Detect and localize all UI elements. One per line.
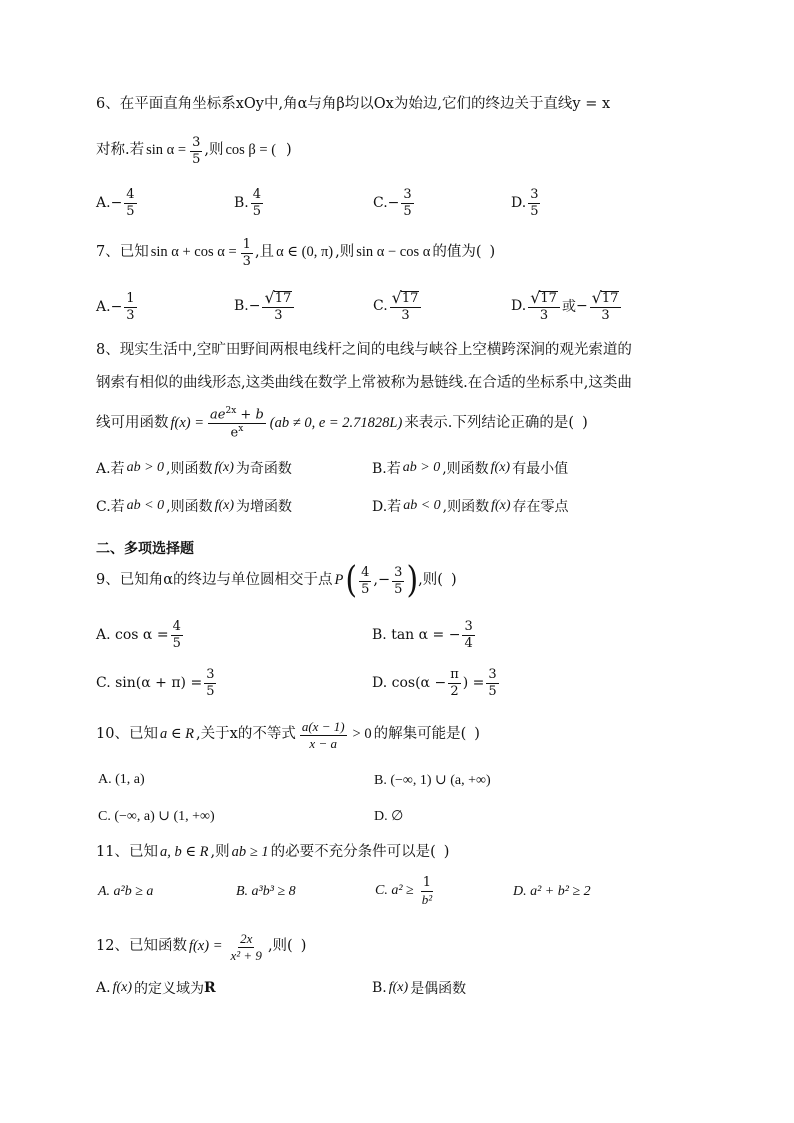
- q12-a-label: A.: [96, 980, 111, 996]
- q8-d-mid: ,则函数: [442, 499, 490, 515]
- q9-lparen: (: [345, 559, 358, 602]
- q6-d-label: D.: [511, 195, 527, 212]
- q6-line2-post: ,则: [204, 142, 224, 159]
- q12-b-label: B.: [372, 980, 387, 996]
- q8-line1-text: 8、现实生活中,空旷田野间两根电线杆之间的电线与峡谷上空横跨深涧的观光索道的: [96, 342, 632, 358]
- q6-option-c[interactable]: [373, 188, 416, 218]
- q11-option-a[interactable]: [96, 884, 155, 900]
- q10-post: 的解集可能是(: [373, 726, 467, 743]
- q8-line3-post: 来表示.下列结论正确的是(: [404, 414, 575, 431]
- q10-d-text: D. ∅: [374, 809, 404, 824]
- q11-c-pre: C. a² ≥: [375, 883, 414, 899]
- q6-d-den: 5: [530, 203, 539, 219]
- q9-rparen: ): [406, 559, 419, 602]
- q8-a-fx: f(x): [214, 460, 234, 475]
- q8-frac: [208, 407, 266, 440]
- q6-b-frac: [251, 188, 263, 218]
- q9-frac1: [359, 566, 371, 596]
- q7-c-num: 17: [401, 291, 419, 307]
- q6-a-label: A.: [96, 195, 111, 212]
- q8-option-a[interactable]: [96, 458, 292, 478]
- q8-a-cond: ab > 0: [126, 460, 165, 475]
- q6-b-label: B.: [234, 195, 249, 212]
- q6-line1-text: 6、在平面直角坐标系xOy中,角α与角β均以Ox为始边,它们的终边关于直线y = x: [96, 96, 611, 112]
- q10-a-text: A. (1, a): [98, 772, 145, 787]
- q12-den: x² + 9: [230, 947, 262, 963]
- q6-a-sign: −: [110, 195, 123, 212]
- q8-frac-num: [208, 407, 266, 424]
- q6-line2-pre: 对称.若: [96, 142, 145, 159]
- q9-d2: 5: [394, 581, 403, 597]
- q7-d-den1: 3: [539, 308, 549, 323]
- q8-d-pre: D.若: [372, 499, 402, 515]
- q7-frac: [241, 238, 253, 268]
- q6-stem-line2: [96, 136, 754, 166]
- q10-stem: [96, 720, 754, 750]
- q9-d-text: D. cos(α −: [372, 675, 447, 692]
- q8-cond: (ab ≠ 0, e = 2.71828L): [269, 414, 403, 431]
- q12-fx: f(x) =: [188, 938, 223, 955]
- q9-b-num: 3: [464, 619, 473, 634]
- q10-close: ): [474, 726, 480, 743]
- q8-c-end: 为增函数: [236, 499, 293, 515]
- q6-c-num: 3: [403, 187, 412, 202]
- q12-a-fx: f(x): [112, 980, 132, 995]
- q7-mid: ,且: [254, 244, 275, 261]
- q12-num: 2x: [240, 931, 253, 946]
- q7-c-frac: [390, 290, 422, 323]
- q10-num: a(x − 1): [301, 719, 345, 734]
- q8-b-cond: ab > 0: [402, 460, 441, 475]
- q9-pre: 9、已知角α的终边与单位圆相交于点: [96, 572, 333, 589]
- q12-a-R: R: [204, 980, 216, 996]
- q10-option-c[interactable]: [96, 808, 217, 825]
- q7-stem: [96, 238, 754, 268]
- q6-option-b[interactable]: [234, 188, 265, 218]
- q8-b-mid: ,则函数: [442, 461, 489, 477]
- q9-option-b[interactable]: [372, 620, 477, 650]
- q11-a-text: A. a²b ≥ a: [98, 884, 154, 899]
- q8-line2: [96, 375, 754, 392]
- q8-line2-text: 钢索有相似的曲线形态,这类曲线在数学上常被称为悬链线.在合适的坐标系中,这类曲: [96, 375, 632, 391]
- q7-d-den2: 3: [601, 308, 610, 323]
- q9-option-d[interactable]: [372, 668, 501, 698]
- q7-mid2: ,则: [335, 244, 355, 261]
- q6-c-sign: −: [387, 195, 400, 212]
- q11-option-c[interactable]: [373, 876, 438, 906]
- q10-pre: 10、已知: [96, 726, 158, 743]
- q8-fx: f(x) =: [170, 414, 205, 431]
- q9-d-num: 3: [488, 667, 497, 682]
- q9-d-pi-frac: [448, 668, 461, 698]
- q12-b-text: 是偶函数: [410, 981, 467, 997]
- q8-b-fx: f(x): [490, 460, 511, 475]
- q7-pre: 7、已知: [96, 244, 149, 261]
- q9-c-den: 5: [206, 683, 215, 699]
- q9-c-text: C. sin(α + π) =: [96, 675, 203, 692]
- q6-frac-den: 5: [192, 151, 201, 167]
- q7-b-sqrt: √ 17: [262, 290, 294, 308]
- q9-n2: 3: [394, 565, 403, 580]
- q12-option-a[interactable]: [96, 978, 216, 998]
- q7-b-den: 3: [274, 308, 283, 323]
- q8-line1: [96, 342, 754, 359]
- q8-a-end: 为奇函数: [235, 461, 292, 477]
- q8-line3-pre: 线可用函数: [96, 414, 169, 431]
- q8-frac-den: [229, 424, 246, 440]
- q11-ab: ab ≥ 1: [231, 844, 269, 860]
- q9-frac2: [392, 566, 404, 596]
- q6-option-d[interactable]: [511, 188, 542, 218]
- q9-post: ,则(: [418, 572, 443, 589]
- q9-a-text: A. cos α =: [96, 627, 169, 644]
- q12-a-text: 的定义域为: [134, 981, 204, 997]
- q11-b-text: B. a³b³ ≥ 8: [236, 884, 296, 899]
- q9-option-c[interactable]: [96, 668, 218, 698]
- q8-option-b[interactable]: [372, 458, 568, 478]
- q8-c-fx: f(x): [214, 498, 235, 513]
- q12-frac: [226, 932, 265, 962]
- q8-den-sup: x: [238, 423, 244, 434]
- q6-fraction: [190, 136, 202, 166]
- q6-c-den: 5: [403, 203, 412, 219]
- section-heading: 二、多项选择题: [96, 541, 194, 557]
- q7-option-a[interactable]: [96, 292, 139, 322]
- q9-b-text: B. tan α = −: [372, 627, 461, 644]
- q8-c-mid: ,则函数: [166, 499, 213, 515]
- q8-a-mid: ,则函数: [166, 461, 213, 477]
- q12-stem: [96, 932, 754, 962]
- q10-b-text: B. (−∞, 1) ∪ (a, +∞): [374, 773, 491, 788]
- q8-d-end: 存在零点: [512, 499, 569, 515]
- q6-close-paren: ): [286, 142, 292, 159]
- q6-a-num: 4: [126, 187, 135, 202]
- q6-b-num: 4: [252, 187, 262, 202]
- q12-pre: 12、已知函数: [96, 938, 187, 955]
- q7-b-sign: −: [248, 298, 261, 315]
- q6-option-a[interactable]: [96, 188, 139, 218]
- q7-d-num1: 17: [540, 291, 557, 307]
- q11-c-frac: [418, 876, 436, 906]
- q10-cond: a ∈ R: [159, 726, 195, 743]
- q6-a-den: 5: [126, 203, 135, 219]
- q10-gt: > 0: [352, 726, 372, 743]
- q7-c-den: 3: [401, 308, 410, 323]
- q6-b-den: 5: [252, 203, 262, 219]
- q6-cos-expr: cos β = (: [225, 142, 277, 159]
- q11-pre: 11、已知: [96, 844, 158, 860]
- q9-d-frac: [486, 668, 498, 698]
- q11-option-d[interactable]: [511, 884, 593, 900]
- q7-d-frac1: [528, 290, 560, 323]
- q12-option-b[interactable]: [372, 978, 466, 998]
- q7-a-sign: −: [110, 299, 123, 316]
- q9-d1: 5: [361, 581, 370, 597]
- q7-close: ): [489, 244, 496, 261]
- q8-d-fx: f(x): [491, 498, 511, 513]
- q9-stem: [96, 559, 754, 602]
- q8-b-pre: B.若: [372, 461, 401, 477]
- q7-d-sqrt1: √ 17: [528, 290, 560, 308]
- q6-sin-expr: sin α =: [146, 142, 187, 159]
- q6-c-frac: [401, 188, 413, 218]
- q9-d-den: 5: [488, 683, 497, 699]
- q8-d-cond: ab < 0: [403, 498, 441, 513]
- q7-a-frac: [124, 292, 136, 322]
- q10-den: x − a: [309, 735, 337, 751]
- q9-c-frac: [204, 668, 216, 698]
- q8-num-sup: 2x: [225, 406, 237, 416]
- q10-option-a[interactable]: [96, 772, 147, 788]
- q9-c-num: 3: [206, 667, 215, 682]
- q11-stem: [96, 844, 754, 861]
- q9-b-frac: [462, 620, 474, 650]
- q8-c-pre: C.若: [96, 499, 125, 515]
- q6-d-num: 3: [530, 187, 539, 202]
- q8-line3: [96, 407, 754, 440]
- q9-a-frac: [171, 620, 183, 650]
- q11-post: 的必要不充分条件可以是(: [270, 844, 436, 860]
- q10-c-text: C. (−∞, a) ∪ (1, +∞): [98, 809, 215, 824]
- q11-c-den: b²: [421, 891, 433, 907]
- q8-close: ): [582, 414, 588, 431]
- q7-frac-den: 3: [242, 253, 251, 269]
- q8-option-d[interactable]: [372, 496, 569, 516]
- q7-d-or: 或: [561, 299, 576, 316]
- q9-close: ): [450, 572, 457, 589]
- q8-b-end: 有最小值: [512, 461, 569, 477]
- q7-b-label: B.: [234, 298, 249, 315]
- q7-c-label: C.: [373, 298, 388, 315]
- q12-post: ,则(: [267, 938, 293, 955]
- q11-option-b[interactable]: [234, 884, 298, 900]
- q7-d-label: D.: [511, 298, 527, 315]
- q10-frac: [298, 720, 349, 750]
- q7-cond: α ∈ (0, π): [276, 244, 334, 261]
- q9-point: P: [334, 572, 344, 589]
- q6-frac-num: 3: [192, 135, 201, 150]
- q9-n1: 4: [361, 565, 370, 580]
- q6-stem-line1: [96, 96, 754, 113]
- q12-b-fx: f(x): [388, 980, 409, 995]
- q7-a-label: A.: [96, 299, 111, 316]
- q8-den-e: e: [230, 425, 239, 441]
- q11-cond: a, b ∈ R: [159, 844, 209, 860]
- q8-c-cond: ab < 0: [126, 498, 165, 513]
- q7-b-num: 17: [274, 291, 292, 307]
- q10-option-d[interactable]: [372, 808, 405, 825]
- q7-b-frac: [262, 290, 294, 323]
- q7-d-sign2: −: [575, 298, 588, 315]
- q7-expr: sin α + cos α =: [150, 244, 237, 261]
- q7-a-den: 3: [126, 307, 135, 323]
- q8-option-c[interactable]: [96, 496, 292, 516]
- q7-frac-num: 1: [242, 237, 251, 252]
- q8-a-pre: A.若: [96, 461, 125, 477]
- q7-option-c[interactable]: [373, 290, 423, 323]
- q9-comma: ,−: [373, 572, 391, 589]
- q11-c-num: 1: [422, 875, 432, 890]
- q7-option-b[interactable]: [234, 290, 296, 323]
- q7-c-sqrt: √ 17: [390, 290, 422, 308]
- q11-mid: ,则: [210, 844, 230, 860]
- q7-option-d[interactable]: [511, 290, 623, 323]
- q6-a-frac: [124, 188, 136, 218]
- q9-option-a[interactable]: [96, 620, 185, 650]
- q10-mid: ,关于x的不等式: [196, 726, 296, 743]
- q9-a-num: 4: [172, 619, 181, 634]
- q9-b-den: 4: [464, 635, 473, 651]
- q7-d-sqrt2: √ 17: [590, 290, 622, 308]
- q8-num-ae: ae: [210, 407, 226, 423]
- q7-expr2: sin α − cos α: [356, 244, 431, 261]
- q6-c-label: C.: [373, 195, 388, 212]
- q11-close: ): [443, 844, 450, 860]
- q7-post: 的值为(: [432, 244, 482, 261]
- q9-d-eq: ) =: [462, 675, 485, 692]
- q7-a-num: 1: [126, 291, 135, 306]
- q11-d-text: D. a² + b² ≥ 2: [513, 884, 591, 899]
- q7-d-frac2: [590, 290, 622, 323]
- q10-option-b[interactable]: [372, 772, 493, 789]
- q9-d-pi: π: [450, 667, 459, 682]
- q6-d-frac: [528, 188, 540, 218]
- q12-close: ): [300, 938, 307, 955]
- q8-num-tail: + b: [236, 407, 264, 423]
- q9-a-den: 5: [172, 635, 181, 651]
- q9-d-two: 2: [450, 683, 459, 699]
- q7-d-num2: 17: [601, 291, 619, 307]
